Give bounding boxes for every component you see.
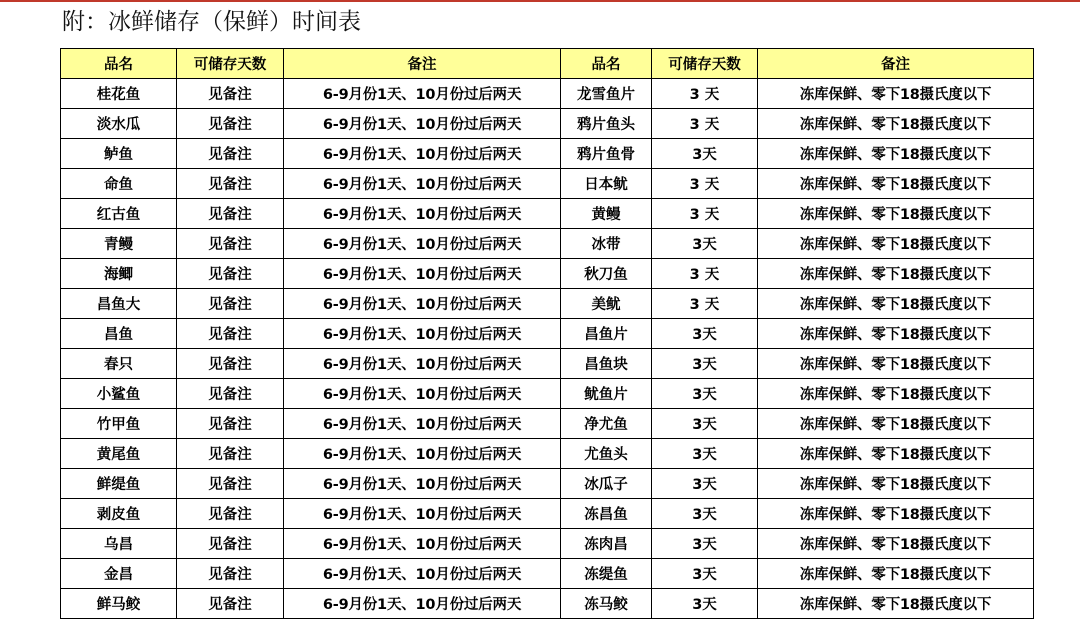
cell-notes: 6-9月份1天、10月份过后两天 — [284, 559, 561, 589]
cell-notes: 6-9月份1天、10月份过后两天 — [284, 199, 561, 229]
cell-storage-days: 见备注 — [177, 139, 284, 169]
col-header-storage-days-2: 可储存天数 — [652, 49, 758, 79]
cell-name: 鲜缇鱼 — [61, 469, 177, 499]
cell-name: 鲜马鲛 — [61, 589, 177, 619]
cell-notes: 6-9月份1天、10月份过后两天 — [284, 409, 561, 439]
cell-storage-days: 见备注 — [177, 559, 284, 589]
cell-notes-2: 冻库保鲜、零下18摄氏度以下 — [758, 319, 1034, 349]
cell-storage-days: 见备注 — [177, 409, 284, 439]
cell-notes: 6-9月份1天、10月份过后两天 — [284, 589, 561, 619]
cell-storage-days-2: 3天 — [652, 409, 758, 439]
table-row — [61, 499, 1034, 529]
cell-name-2: 秋刀鱼 — [561, 259, 652, 289]
cell-name-2: 鱿鱼片 — [561, 379, 652, 409]
cell-storage-days-2: 3天 — [652, 469, 758, 499]
col-header-storage-days: 可储存天数 — [177, 49, 284, 79]
cell-notes-2: 冻库保鲜、零下18摄氏度以下 — [758, 199, 1034, 229]
cell-storage-days-2: 3天 — [652, 349, 758, 379]
cell-name-2: 黄鳗 — [561, 199, 652, 229]
cell-notes-2: 冻库保鲜、零下18摄氏度以下 — [758, 259, 1034, 289]
cell-notes: 6-9月份1天、10月份过后两天 — [284, 289, 561, 319]
cell-name: 鲈鱼 — [61, 139, 177, 169]
cell-storage-days: 见备注 — [177, 589, 284, 619]
table-row — [61, 259, 1034, 289]
cell-storage-days-2: 3 天 — [652, 199, 758, 229]
cell-name: 淡水瓜 — [61, 109, 177, 139]
cell-storage-days-2: 3天 — [652, 379, 758, 409]
cell-name-2: 冻缇鱼 — [561, 559, 652, 589]
cell-storage-days-2: 3 天 — [652, 259, 758, 289]
cell-name-2: 净尤鱼 — [561, 409, 652, 439]
cell-storage-days-2: 3天 — [652, 439, 758, 469]
cell-notes: 6-9月份1天、10月份过后两天 — [284, 79, 561, 109]
table-row — [61, 349, 1034, 379]
cell-name: 桂花鱼 — [61, 79, 177, 109]
cell-name-2: 冰带 — [561, 229, 652, 259]
cell-storage-days: 见备注 — [177, 349, 284, 379]
cell-name: 青鳗 — [61, 229, 177, 259]
storage-table — [60, 48, 1034, 619]
cell-name: 命鱼 — [61, 169, 177, 199]
table-row — [61, 79, 1034, 109]
cell-notes: 6-9月份1天、10月份过后两天 — [284, 109, 561, 139]
cell-notes: 6-9月份1天、10月份过后两天 — [284, 259, 561, 289]
cell-storage-days-2: 3天 — [652, 589, 758, 619]
cell-name-2: 冻昌鱼 — [561, 499, 652, 529]
cell-notes-2: 冻库保鲜、零下18摄氏度以下 — [758, 109, 1034, 139]
cell-notes: 6-9月份1天、10月份过后两天 — [284, 469, 561, 499]
page-title: 附：冰鲜储存（保鲜）时间表 — [62, 9, 361, 35]
cell-name: 昌鱼 — [61, 319, 177, 349]
top-rule — [0, 0, 1080, 2]
cell-storage-days-2: 3 天 — [652, 79, 758, 109]
cell-storage-days-2: 3天 — [652, 529, 758, 559]
cell-name: 黄尾鱼 — [61, 439, 177, 469]
cell-storage-days: 见备注 — [177, 199, 284, 229]
cell-notes-2: 冻库保鲜、零下18摄氏度以下 — [758, 499, 1034, 529]
table-row — [61, 229, 1034, 259]
cell-notes-2: 冻库保鲜、零下18摄氏度以下 — [758, 409, 1034, 439]
cell-name: 小鲨鱼 — [61, 379, 177, 409]
cell-storage-days: 见备注 — [177, 259, 284, 289]
cell-name-2: 昌鱼块 — [561, 349, 652, 379]
table-body — [61, 79, 1034, 619]
cell-notes-2: 冻库保鲜、零下18摄氏度以下 — [758, 559, 1034, 589]
cell-storage-days: 见备注 — [177, 379, 284, 409]
cell-notes: 6-9月份1天、10月份过后两天 — [284, 379, 561, 409]
cell-name-2: 冻肉昌 — [561, 529, 652, 559]
table-row — [61, 109, 1034, 139]
cell-name-2: 鸦片鱼骨 — [561, 139, 652, 169]
cell-storage-days: 见备注 — [177, 469, 284, 499]
cell-name-2: 美鱿 — [561, 289, 652, 319]
cell-notes-2: 冻库保鲜、零下18摄氏度以下 — [758, 469, 1034, 499]
cell-name: 昌鱼大 — [61, 289, 177, 319]
table-row — [61, 409, 1034, 439]
table-row — [61, 319, 1034, 349]
cell-notes: 6-9月份1天、10月份过后两天 — [284, 229, 561, 259]
cell-storage-days: 见备注 — [177, 319, 284, 349]
cell-storage-days: 见备注 — [177, 109, 284, 139]
table-row — [61, 289, 1034, 319]
header-row — [61, 49, 1034, 79]
table-row — [61, 589, 1034, 619]
cell-notes-2: 冻库保鲜、零下18摄氏度以下 — [758, 529, 1034, 559]
cell-notes-2: 冻库保鲜、零下18摄氏度以下 — [758, 289, 1034, 319]
table-row — [61, 379, 1034, 409]
table-row — [61, 469, 1034, 499]
cell-storage-days-2: 3天 — [652, 319, 758, 349]
cell-notes-2: 冻库保鲜、零下18摄氏度以下 — [758, 229, 1034, 259]
col-header-name-2: 品名 — [561, 49, 652, 79]
cell-storage-days-2: 3天 — [652, 499, 758, 529]
cell-notes-2: 冻库保鲜、零下18摄氏度以下 — [758, 139, 1034, 169]
cell-storage-days: 见备注 — [177, 499, 284, 529]
cell-storage-days: 见备注 — [177, 169, 284, 199]
cell-notes-2: 冻库保鲜、零下18摄氏度以下 — [758, 169, 1034, 199]
cell-name: 金昌 — [61, 559, 177, 589]
cell-storage-days-2: 3天 — [652, 229, 758, 259]
cell-storage-days: 见备注 — [177, 79, 284, 109]
table-row — [61, 529, 1034, 559]
cell-name: 竹甲鱼 — [61, 409, 177, 439]
cell-storage-days-2: 3天 — [652, 139, 758, 169]
cell-notes-2: 冻库保鲜、零下18摄氏度以下 — [758, 79, 1034, 109]
cell-storage-days-2: 3 天 — [652, 169, 758, 199]
table-row — [61, 559, 1034, 589]
cell-notes: 6-9月份1天、10月份过后两天 — [284, 349, 561, 379]
cell-storage-days-2: 3 天 — [652, 109, 758, 139]
cell-name: 剥皮鱼 — [61, 499, 177, 529]
cell-name: 乌昌 — [61, 529, 177, 559]
cell-name-2: 龙雪鱼片 — [561, 79, 652, 109]
table-row — [61, 139, 1034, 169]
cell-storage-days: 见备注 — [177, 229, 284, 259]
cell-name-2: 鸦片鱼头 — [561, 109, 652, 139]
cell-name-2: 日本鱿 — [561, 169, 652, 199]
cell-notes: 6-9月份1天、10月份过后两天 — [284, 139, 561, 169]
col-header-notes-2: 备注 — [758, 49, 1034, 79]
cell-notes: 6-9月份1天、10月份过后两天 — [284, 529, 561, 559]
cell-name-2: 冻马鲛 — [561, 589, 652, 619]
cell-notes: 6-9月份1天、10月份过后两天 — [284, 499, 561, 529]
cell-name: 海鲫 — [61, 259, 177, 289]
cell-notes-2: 冻库保鲜、零下18摄氏度以下 — [758, 589, 1034, 619]
cell-name-2: 尤鱼头 — [561, 439, 652, 469]
cell-notes-2: 冻库保鲜、零下18摄氏度以下 — [758, 439, 1034, 469]
cell-notes: 6-9月份1天、10月份过后两天 — [284, 439, 561, 469]
col-header-name: 品名 — [61, 49, 177, 79]
cell-storage-days-2: 3天 — [652, 559, 758, 589]
cell-name-2: 冰瓜子 — [561, 469, 652, 499]
cell-notes-2: 冻库保鲜、零下18摄氏度以下 — [758, 379, 1034, 409]
col-header-notes: 备注 — [284, 49, 561, 79]
cell-storage-days-2: 3 天 — [652, 289, 758, 319]
cell-name-2: 昌鱼片 — [561, 319, 652, 349]
cell-notes-2: 冻库保鲜、零下18摄氏度以下 — [758, 349, 1034, 379]
table-row — [61, 439, 1034, 469]
cell-notes: 6-9月份1天、10月份过后两天 — [284, 319, 561, 349]
table-row — [61, 169, 1034, 199]
cell-storage-days: 见备注 — [177, 439, 284, 469]
cell-name: 红古鱼 — [61, 199, 177, 229]
cell-storage-days: 见备注 — [177, 289, 284, 319]
cell-name: 春只 — [61, 349, 177, 379]
cell-storage-days: 见备注 — [177, 529, 284, 559]
cell-notes: 6-9月份1天、10月份过后两天 — [284, 169, 561, 199]
table-row — [61, 199, 1034, 229]
